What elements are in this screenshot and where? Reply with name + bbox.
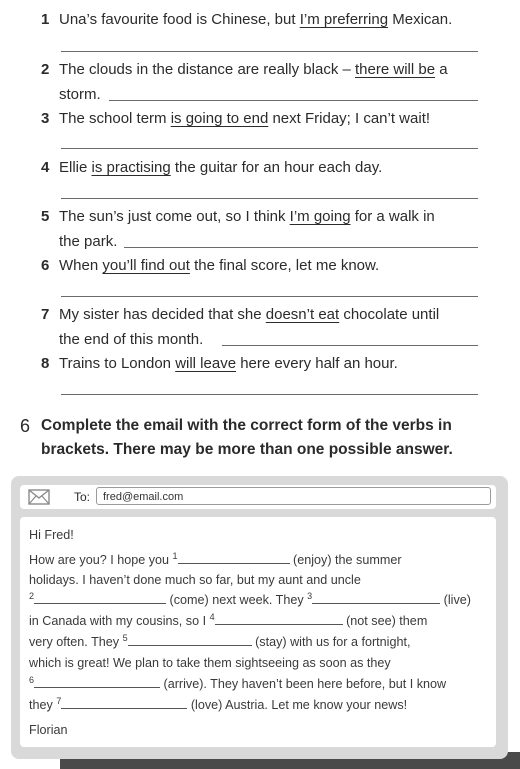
email-greeting: Hi Fred! [29, 528, 74, 542]
gap-3-blank[interactable] [312, 591, 440, 604]
item-number: 1 [41, 11, 50, 28]
item-text: Mexican. [388, 11, 453, 28]
underlined-verb: you’ll find out [102, 257, 190, 274]
item-text: The clouds in the distance are really black – [59, 61, 355, 78]
answer-line[interactable] [61, 296, 478, 297]
item-text: for a walk in [350, 208, 435, 225]
email-text: in Canada with my cousins, so I [29, 614, 210, 628]
answer-line[interactable] [61, 394, 478, 395]
to-field[interactable]: fred@email.com [96, 487, 491, 505]
email-text: they [29, 698, 57, 712]
item-text: next Friday; I can’t wait! [268, 110, 431, 127]
envelope-icon [28, 489, 50, 510]
email-text: (arrive). They haven’t been here before, but I know [160, 677, 447, 691]
item-text: My sister has decided that she [59, 306, 266, 323]
item-text: the final score, let me know. [189, 257, 380, 274]
email-line [29, 550, 402, 570]
email-text: (enjoy) the summer [289, 553, 402, 567]
item-text: the end of this month. [59, 331, 204, 348]
answer-line[interactable] [222, 345, 478, 346]
instruction-line: brackets. There may be more than one possible answer. [41, 441, 453, 458]
answer-line[interactable] [61, 198, 478, 199]
gap-number: 2 [29, 590, 35, 601]
item-text: here every half an hour. [236, 355, 398, 372]
email-text: How are you? I hope you [29, 553, 173, 567]
gap-1-blank[interactable] [178, 551, 290, 564]
underlined-verb: will leave [175, 355, 237, 372]
email-text: (stay) with us for a fortnight, [251, 635, 411, 649]
gap-4-blank[interactable] [215, 612, 343, 625]
underlined-verb: is going to end [170, 110, 269, 127]
underlined-verb: there will be [355, 61, 436, 78]
gap-5-blank[interactable] [128, 633, 252, 646]
email-line [29, 695, 407, 715]
answer-line[interactable] [124, 247, 478, 248]
item-number: 7 [41, 306, 50, 323]
email-line [29, 674, 446, 694]
gap-7-blank[interactable] [61, 696, 187, 709]
gap-number: 7 [56, 695, 62, 706]
item-number: 8 [41, 355, 50, 372]
underlined-verb: I’m going [289, 208, 351, 225]
item-text: the guitar for an hour each day. [170, 159, 383, 176]
item-text: the park. [59, 233, 118, 250]
item-text: Ellie [59, 159, 92, 176]
answer-line[interactable] [109, 100, 478, 101]
item-text: chocolate until [339, 306, 440, 323]
item-text: The school term [59, 110, 171, 127]
email-line [29, 632, 410, 652]
email-line: which is great! We plan to take them sightseeing as soon as they [29, 656, 391, 670]
item-text: Una’s favourite food is Chinese, but [59, 11, 300, 28]
email-line [29, 611, 427, 631]
email-to-bar [20, 485, 496, 509]
item-number: 3 [41, 110, 50, 127]
email-signoff: Florian [29, 723, 68, 737]
gap-number: 3 [307, 590, 313, 601]
item-number: 5 [41, 208, 50, 225]
email-text: (not see) them [342, 614, 428, 628]
email-line: holidays. I haven’t done much so far, but my aunt and uncle [29, 573, 361, 587]
gap-2-blank[interactable] [34, 591, 166, 604]
underlined-verb: is practising [91, 159, 171, 176]
email-text: (come) next week. They [166, 593, 308, 607]
item-number: 6 [41, 257, 50, 274]
item-text: When [59, 257, 103, 274]
exercise-number: 6 [20, 416, 31, 436]
gap-6-blank[interactable] [34, 675, 160, 688]
gap-number: 1 [172, 550, 178, 561]
gap-number: 4 [209, 611, 215, 622]
item-text: Trains to London [59, 355, 176, 372]
item-number: 4 [41, 159, 50, 176]
email-line [29, 590, 471, 610]
gap-number: 5 [122, 632, 128, 643]
email-text: (love) Austria. Let me know your news! [187, 698, 408, 712]
email-text: very often. They [29, 635, 123, 649]
item-number: 2 [41, 61, 50, 78]
item-text: a [435, 61, 448, 78]
instruction-line: Complete the email with the correct form of the verbs in [41, 417, 452, 434]
item-text: The sun’s just come out, so I think [59, 208, 290, 225]
underlined-verb: doesn’t eat [265, 306, 340, 323]
gap-number: 6 [29, 674, 35, 685]
item-text: storm. [59, 86, 101, 103]
email-body[interactable] [20, 517, 496, 747]
email-text: (live) [440, 593, 471, 607]
answer-line[interactable] [61, 51, 478, 52]
to-label: To: [74, 490, 91, 504]
answer-line[interactable] [61, 148, 478, 149]
underlined-verb: I’m preferring [299, 11, 389, 28]
